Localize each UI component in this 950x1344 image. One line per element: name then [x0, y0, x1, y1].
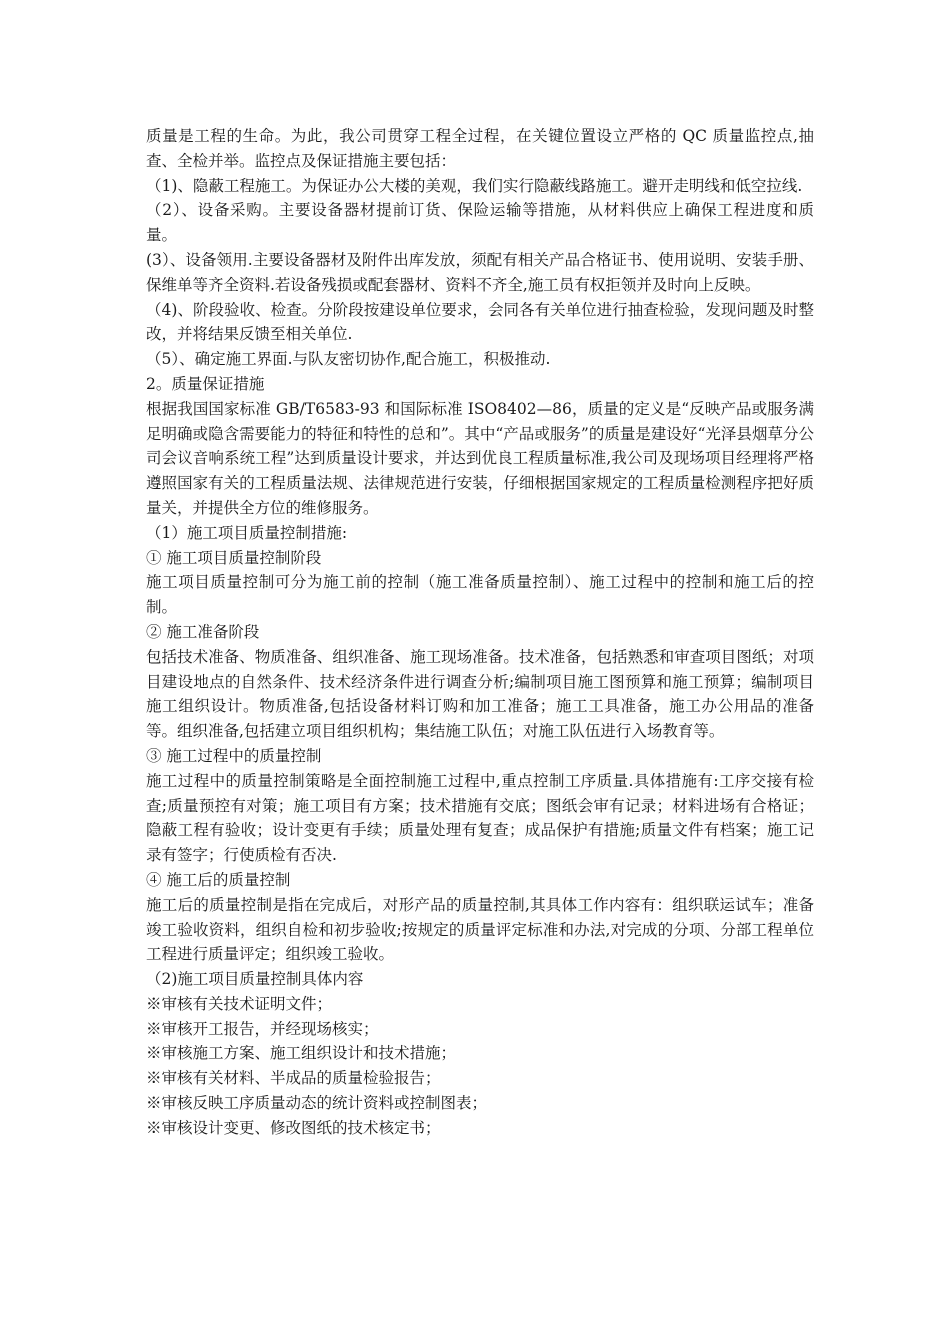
stage-heading-4: ④ 施工后的质量控制: [146, 870, 291, 889]
stage-heading-2: ② 施工准备阶段: [146, 622, 260, 641]
subsection-heading-2: （2)施工项目质量控制具体内容: [146, 970, 364, 989]
list-item: ※审核施工方案、施工组织设计和技术措施；: [146, 1044, 457, 1063]
document-body: [146, 124, 814, 1141]
list-item: ※审核有关材料、半成品的质量检验报告；: [146, 1069, 441, 1088]
subsection-heading-1: （1）施工项目质量控制措施:: [146, 523, 348, 542]
paragraph-item-5: （5）、确定施工界面.与队友密切协作,配合施工，积极推动.: [146, 350, 551, 369]
paragraph-stage-3: 施工过程中的质量控制策略是全面控制施工过程中,重点控制工序质量.具体措施有:工序交接有检查;质量预控有对策；施工项目有方案；技术措施有交底；图纸会审有记录；材料进场有合格证；隐蔽工程有验收；设计变更有手续；质量处理有复查；成品保护有措施;质量文件有档案；施工记录有签字；行使质检有否决.: [146, 771, 814, 865]
paragraph-stage-2: 包括技术准备、物质准备、组织准备、施工现场准备。技术准备，包括熟悉和审查项目图纸；对项目建设地点的自然条件、技术经济条件进行调查分析;编制项目施工图预算和施工预算；编制项目施工组织设计。物质准备,包括设备材料订购和加工准备；施工工具准备，施工办公用品的准备等。组织准备,包括建立项目组织机构；集结施工队伍；对施工队伍进行入场教育等。: [146, 647, 814, 741]
stage-heading-3: ③ 施工过程中的质量控制: [146, 746, 322, 765]
paragraph-stage-4: 施工后的质量控制是指在完成后，对形产品的质量控制,其具体工作内容有：组织联运试车；准备竣工验收资料，组织自检和初步验收;按规定的质量评定标准和办法,对完成的分项、分部工程单位工程进行质量评定；组织竣工验收。: [146, 895, 814, 964]
paragraph-item-3: (3）、设备领用.主要设备器材及附件出库发放，须配有相关产品合格证书、使用说明、安装手册、保维单等齐全资料.若设备残损或配套器材、资料不齐全,施工员有权拒领并及时向上反映。: [146, 250, 814, 294]
paragraph-stage-1: 施工项目质量控制可分为施工前的控制（施工准备质量控制）、施工过程中的控制和施工后的控制。: [146, 573, 814, 617]
list-item: ※审核反映工序质量动态的统计资料或控制图表；: [146, 1094, 488, 1113]
list-item: ※审核设计变更、修改图纸的技术核定书；: [146, 1118, 441, 1137]
list-item: ※审核开工报告，并经现场核实；: [146, 1019, 379, 1038]
list-item: ※审核有关技术证明文件；: [146, 994, 333, 1013]
paragraph-item-1: （1)、隐蔽工程施工。为保证办公大楼的美观，我们实行隐蔽线路施工。避开走明线和低空拉线.: [146, 176, 803, 195]
paragraph-standard: 根据我国国家标准 GB/T6583-93 和国际标准 ISO8402—86，质量的定义是“反映产品或服务满足明确或隐含需要能力的特征和特性的总和”。其中“产品或服务”的质量是建设好“光泽县烟草分公司会议音响系统工程”达到质量设计要求，并达到优良工程质量标准,我公司及现场项目经理将严格遵照国家有关的工程质量法规、法律规范进行安装，仔细根据国家规定的工程质量检测程序把好质量关，并提供全方位的维修服务。: [146, 399, 814, 517]
paragraph-intro: 质量是工程的生命。为此，我公司贯穿工程全过程，在关键位置设立严格的 QC 质量监控点,抽查、全检并举。监控点及保证措施主要包括：: [146, 127, 814, 170]
section-heading: 2。质量保证措施: [146, 374, 265, 393]
paragraph-item-2: （2）、设备采购。主要设备器材提前订货、保险运输等措施，从材料供应上确保工程进度和质量。: [146, 201, 814, 245]
paragraph-item-4: （4)、阶段验收、检查。分阶段按建设单位要求，会同各有关单位进行抽查检验，发现问题及时整改，并将结果反馈至相关单位.: [146, 300, 814, 344]
stage-heading-1: ① 施工项目质量控制阶段: [146, 548, 322, 567]
